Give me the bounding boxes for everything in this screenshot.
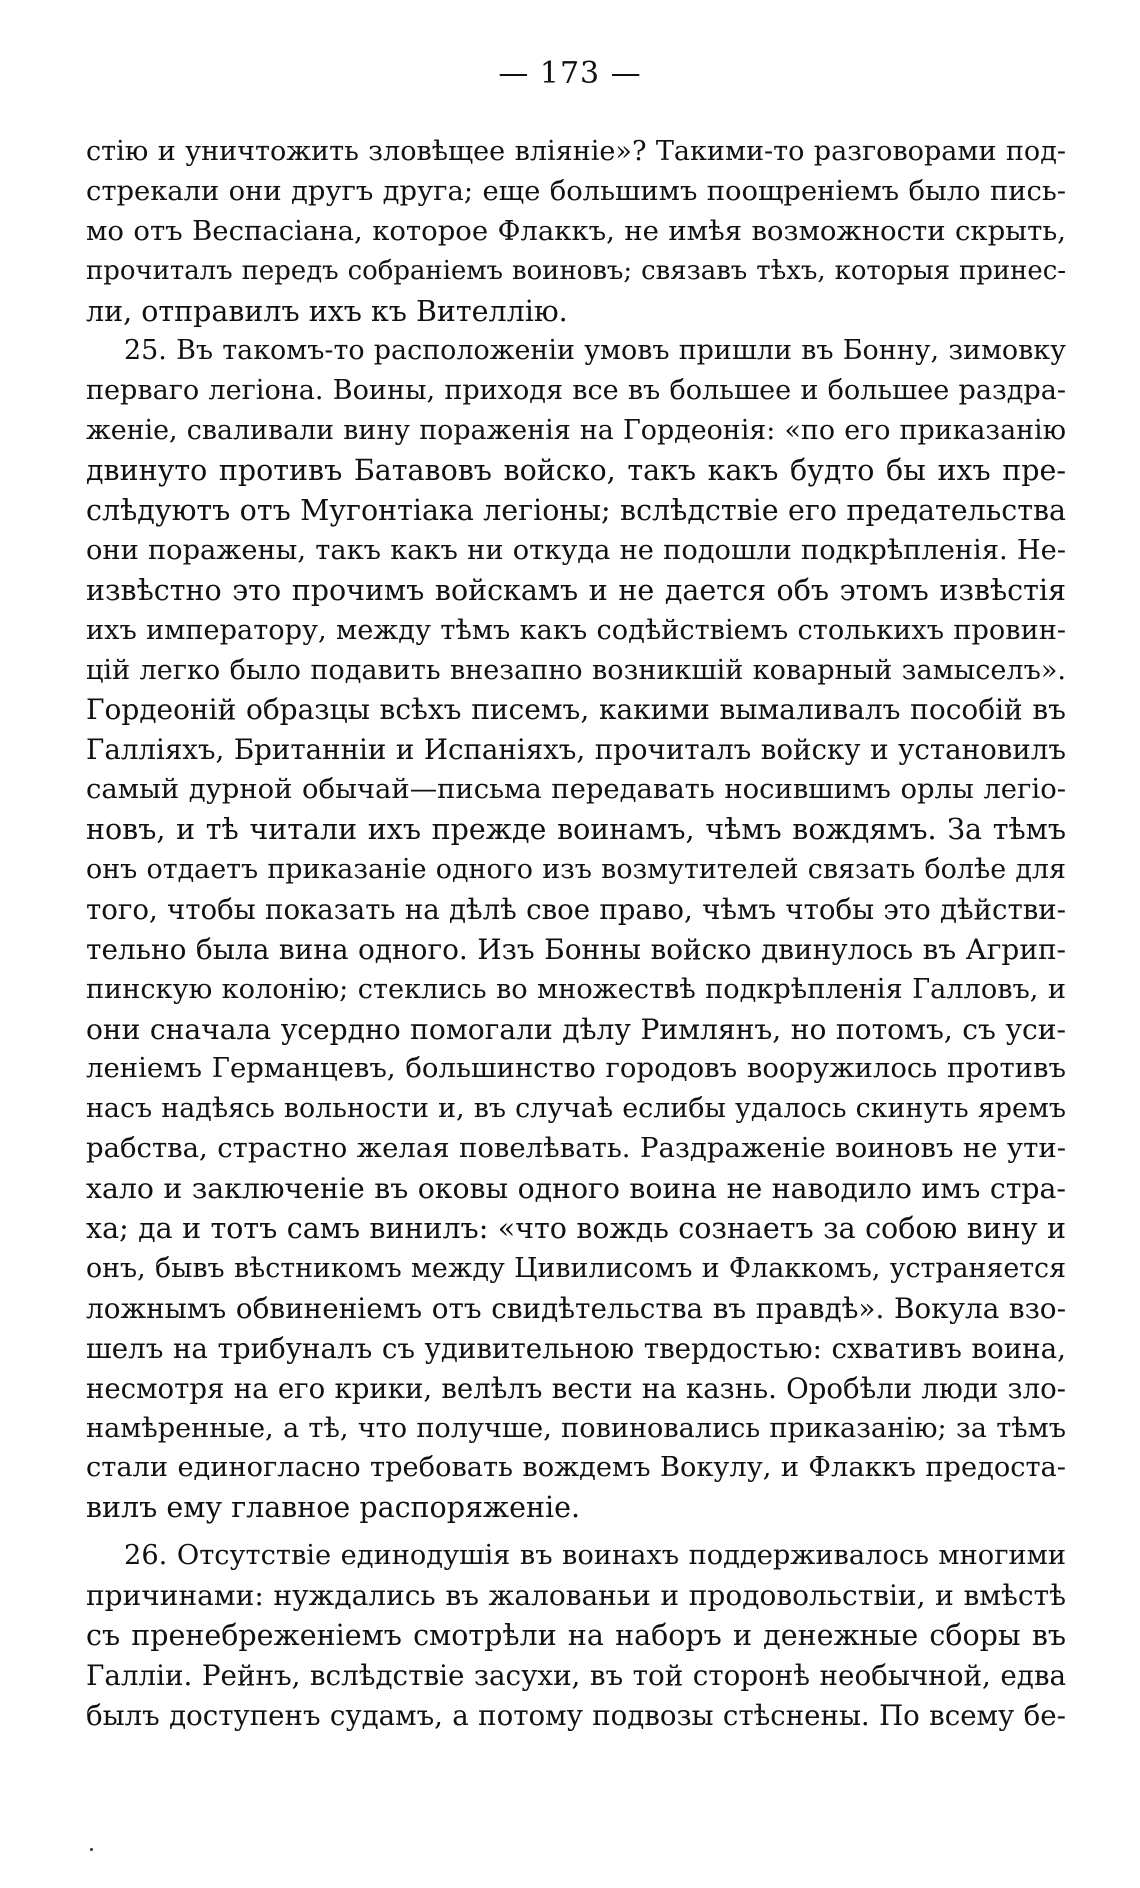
page-number: — 173 — [498, 56, 642, 91]
text-line: извѣстно это прочимъ войскамъ и не дается объ этомъ извѣстія [86, 573, 1066, 607]
text-line: они поражены, такъ какъ ни откуда не подошли подкрѣпленія. Не- [86, 534, 1066, 566]
text-line: 25. Въ такомъ-то расположеніи умовъ пришли въ Бонну, зимовку [124, 335, 1066, 367]
text-line: ихъ императору, между тѣмъ какъ содѣйствіемъ столькихъ провин- [86, 614, 1066, 646]
text-line: причинами: нуждались въ жалованьи и продовольствіи, и вмѣстѣ [86, 1579, 1066, 1613]
text-line: ха; да и тотъ самъ винилъ: «что вождь сознаетъ за собою вину и [86, 1212, 1066, 1246]
text-line: насъ надѣясь вольности и, въ случаѣ еслибы удалось скинуть яремъ [86, 1093, 1066, 1125]
text-line: Галліяхъ, Британніи и Испаніяхъ, прочиталъ войску и установилъ [86, 733, 1066, 767]
text-line: двинуто противъ Батавовъ войско, такъ какъ будто бы ихъ пре- [86, 454, 1066, 488]
text-line: самый дурной обычай—письма передавать носившимъ орлы легіо- [86, 774, 1066, 806]
text-line: намѣренные, а тѣ, что получше, повиновались приказанію; за тѣмъ [86, 1412, 1066, 1444]
text-line: несмотря на его крики, велѣлъ вести на казнь. Оробѣли люди зло- [86, 1371, 1066, 1405]
text-line: цій легко было подавить внезапно возникшій коварный замыселъ». [86, 654, 1066, 686]
text-line: ложнымъ обвиненіемъ отъ свидѣтельства въ правдѣ». Вокула взо- [86, 1291, 1066, 1325]
text-line: съ пренебреженіемъ смотрѣли на наборъ и денежные сборы въ [86, 1618, 1066, 1652]
text-line: слѣдуютъ отъ Мугонтіака легіоны; вслѣдствіе его предательства [86, 494, 1066, 528]
text-line: стали единогласно требовать вождемъ Вокулу, и Флаккъ предоста- [86, 1452, 1066, 1484]
text-line: шелъ на трибуналъ съ удивительною твердостью: схвативъ воина, [86, 1331, 1066, 1365]
text-line: Гордеоній образцы всѣхъ писемъ, какими вымаливалъ пособій въ [86, 693, 1066, 727]
text-line: леніемъ Германцевъ, большинство городовъ вооружилось противъ [86, 1052, 1066, 1085]
text-line: перваго легіона. Воины, приходя все въ большее и большее раздра- [86, 375, 1066, 407]
text-line: 26. Отсутствіе единодушія въ воинахъ поддерживалось многими [124, 1540, 1066, 1572]
text-line: пинскую колонію; стеклись во множествѣ подкрѣпленія Галловъ, и [86, 973, 1066, 1005]
text-line: былъ доступенъ судамъ, а потому подвозы стѣснены. По всему бе- [86, 1698, 1066, 1732]
text-line: тельно была вина одного. Изъ Бонны войско двинулось въ Агрип- [86, 932, 1066, 966]
text-line: они сначала усердно помогали дѣлу Римлянъ, но потомъ, съ уси- [86, 1012, 1066, 1046]
body-text [86, 132, 1066, 1736]
text-line: ли, отправилъ ихъ къ Вителлію. [86, 294, 568, 328]
text-line: прочиталъ передъ собраніемъ воиновъ; связавъ тѣхъ, которыя принес- [86, 255, 1066, 286]
text-line: стрекали они другъ друга; еще большимъ поощреніемъ было пись- [86, 175, 1066, 207]
text-line: Галліи. Рейнъ, вслѣдствіе засухи, въ той сторонѣ необычной, едва [86, 1658, 1066, 1692]
text-line: мо отъ Веспасіана, которое Флаккъ, не имѣя возможности скрыть, [86, 214, 1066, 247]
text-line: хало и заключеніе въ оковы одного воина не наводило имъ стра- [86, 1172, 1066, 1206]
text-line: рабства, страстно желая повелѣвать. Раздраженіе воиновъ не ути- [86, 1132, 1066, 1165]
text-line: онъ, бывъ вѣстникомъ между Цивилисомъ и Флаккомъ, устраняется [86, 1252, 1066, 1284]
text-line: вилъ ему главное распоряженіе. [86, 1491, 581, 1525]
text-line: новъ, и тѣ читали ихъ прежде воинамъ, чѣмъ вождямъ. За тѣмъ [86, 813, 1066, 847]
text-line: того, чтобы показать на дѣлѣ свое право, чѣмъ чтобы это дѣйстви- [86, 892, 1066, 926]
text-line: стію и уничтожить зловѣщее вліяніе»? Такими-то разговорами под- [86, 136, 1066, 167]
print-speck [90, 1848, 93, 1851]
text-line: женіе, сваливали вину пораженія на Гордеонія: «по его приказанію [86, 415, 1066, 447]
text-line: онъ отдаетъ приказаніе одного изъ возмутителей связать болѣе для [86, 854, 1066, 886]
